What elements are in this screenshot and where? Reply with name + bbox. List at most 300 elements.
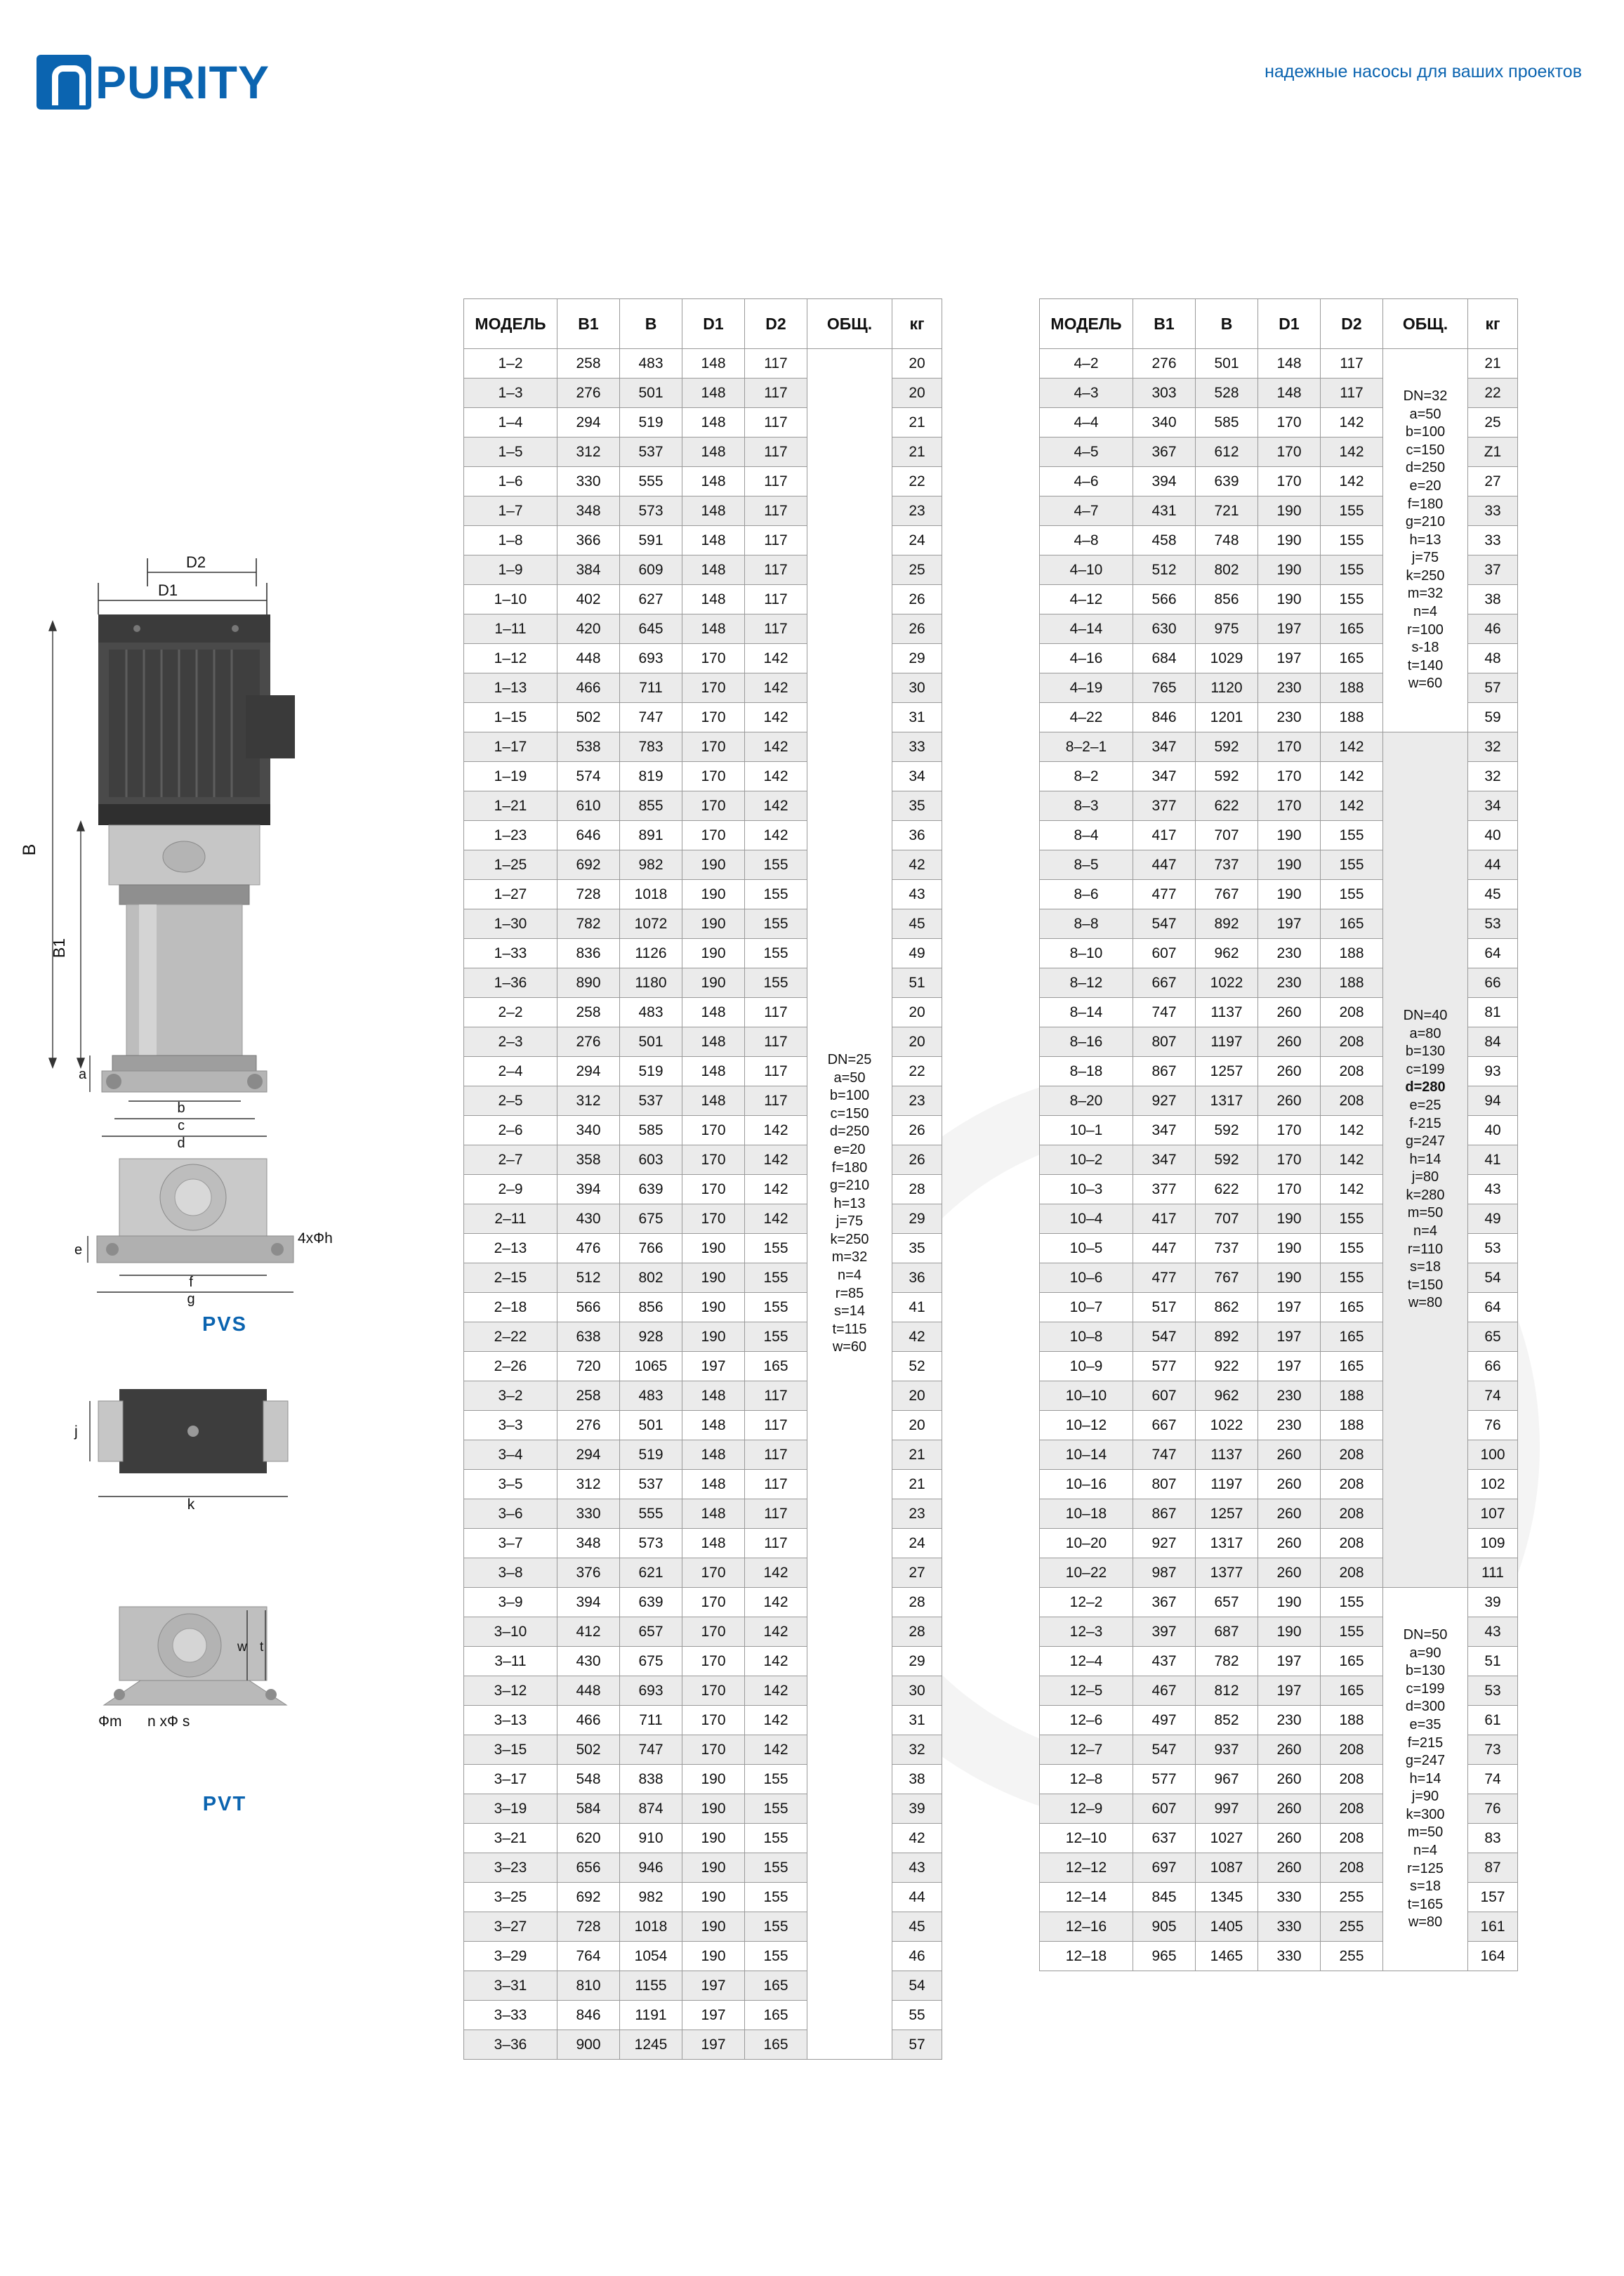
cell-model: 2–26: [464, 1352, 557, 1381]
cell-b1: 577: [1133, 1765, 1196, 1794]
cell-kg: 46: [892, 1942, 942, 1971]
cell-d1: 148: [682, 1411, 745, 1440]
cell-b1: 502: [557, 1735, 620, 1765]
cell-b: 766: [620, 1234, 682, 1263]
cell-b1: 377: [1133, 791, 1196, 821]
cell-b: 711: [620, 1706, 682, 1735]
cell-b1: 366: [557, 526, 620, 555]
cell-b: 1054: [620, 1942, 682, 1971]
cell-d2: 155: [1321, 1588, 1383, 1617]
cell-d1: 170: [682, 1706, 745, 1735]
cell-model: 2–7: [464, 1145, 557, 1175]
cell-b: 1137: [1196, 998, 1258, 1027]
cell-kg: 57: [892, 2030, 942, 2060]
cell-d1: 190: [682, 1853, 745, 1883]
cell-b1: 836: [557, 939, 620, 968]
cell-b: 975: [1196, 614, 1258, 644]
cell-model: 1–19: [464, 762, 557, 791]
cell-d2: 117: [745, 349, 807, 379]
cell-kg: 53: [1468, 1676, 1518, 1706]
cell-kg: 35: [892, 1234, 942, 1263]
cell-model: 10–12: [1040, 1411, 1133, 1440]
cell-kg: 43: [1468, 1175, 1518, 1204]
cell-b1: 276: [557, 379, 620, 408]
cell-kg: 23: [892, 1499, 942, 1529]
cell-b1: 747: [1133, 998, 1196, 1027]
cell-b: 737: [1196, 1234, 1258, 1263]
cell-b1: 667: [1133, 968, 1196, 998]
cell-model: 12–16: [1040, 1912, 1133, 1942]
cell-d1: 260: [1258, 1440, 1321, 1470]
svg-text:f: f: [189, 1275, 193, 1290]
cell-model: 10–18: [1040, 1499, 1133, 1529]
cell-d1: 197: [682, 1971, 745, 2001]
cell-d1: 148: [682, 1499, 745, 1529]
cell-d2: 142: [745, 821, 807, 850]
cell-b1: 637: [1133, 1824, 1196, 1853]
cell-d1: 148: [682, 614, 745, 644]
col-d1: D1: [1258, 299, 1321, 349]
cell-b1: 584: [557, 1794, 620, 1824]
cell-kg: 33: [892, 732, 942, 762]
cell-model: 3–12: [464, 1676, 557, 1706]
svg-text:w: w: [237, 1640, 247, 1655]
pvs-pump-drawing: [14, 492, 435, 1194]
cell-kg: 22: [1468, 379, 1518, 408]
cell-model: 3–6: [464, 1499, 557, 1529]
cell-d1: 190: [1258, 1617, 1321, 1647]
cell-d2: 117: [745, 467, 807, 496]
cell-b1: 684: [1133, 644, 1196, 673]
cell-b1: 447: [1133, 850, 1196, 880]
cell-b: 657: [1196, 1588, 1258, 1617]
cell-b1: 512: [1133, 555, 1196, 585]
cell-kg: 66: [1468, 1352, 1518, 1381]
cell-d2: 142: [745, 1588, 807, 1617]
svg-text:4xФh: 4xФh: [298, 1230, 333, 1246]
cell-model: 10–20: [1040, 1529, 1133, 1558]
cell-d1: 148: [682, 438, 745, 467]
cell-d2: 208: [1321, 1440, 1383, 1470]
cell-model: 3–11: [464, 1647, 557, 1676]
cell-d2: 208: [1321, 998, 1383, 1027]
cell-model: 3–33: [464, 2001, 557, 2030]
cell-model: 2–6: [464, 1116, 557, 1145]
cell-d1: 260: [1258, 1794, 1321, 1824]
cell-model: 8–18: [1040, 1057, 1133, 1086]
cell-b: 501: [620, 379, 682, 408]
cell-b1: 720: [557, 1352, 620, 1381]
svg-text:D1: D1: [158, 581, 178, 599]
cell-d2: 142: [1321, 762, 1383, 791]
cell-b1: 620: [557, 1824, 620, 1853]
cell-d2: 155: [745, 1942, 807, 1971]
cell-b: 1197: [1196, 1027, 1258, 1057]
cell-model: 1–3: [464, 379, 557, 408]
cell-model: 3–31: [464, 1971, 557, 2001]
cell-b1: 900: [557, 2030, 620, 2060]
cell-b1: 656: [557, 1853, 620, 1883]
cell-kg: 54: [1468, 1263, 1518, 1293]
cell-d2: 188: [1321, 939, 1383, 968]
cell-d2: 117: [745, 1086, 807, 1116]
cell-b1: 340: [1133, 408, 1196, 438]
cell-model: 3–23: [464, 1853, 557, 1883]
cell-d1: 260: [1258, 1499, 1321, 1529]
cell-d2: 142: [745, 1676, 807, 1706]
cell-d2: 208: [1321, 1765, 1383, 1794]
spec-table-left-wrap: [463, 298, 942, 2060]
cell-b1: 502: [557, 703, 620, 732]
cell-d1: 170: [682, 1175, 745, 1204]
cell-b1: 376: [557, 1558, 620, 1588]
cell-b1: 437: [1133, 1647, 1196, 1676]
cell-b: 1197: [1196, 1470, 1258, 1499]
cell-obsh: DN=25 a=50 b=100 c=150 d=250 e=20 f=180 g=210 h=13 j=75 k=250 m=32 n=4 r=85 s=14 t=115 w=60: [807, 349, 892, 2060]
cell-d2: 208: [1321, 1853, 1383, 1883]
cell-d1: 170: [682, 644, 745, 673]
header-tagline: надежные насосы для ваших проектов: [1265, 62, 1582, 81]
cell-kg: 46: [1468, 614, 1518, 644]
cell-d2: 117: [745, 998, 807, 1027]
cell-model: 12–8: [1040, 1765, 1133, 1794]
cell-model: 1–25: [464, 850, 557, 880]
cell-kg: 21: [892, 408, 942, 438]
cell-b: 910: [620, 1824, 682, 1853]
cell-kg: 44: [1468, 850, 1518, 880]
cell-model: 8–6: [1040, 880, 1133, 909]
cell-d2: 117: [745, 1470, 807, 1499]
cell-b1: 276: [1133, 349, 1196, 379]
cell-d1: 260: [1258, 1853, 1321, 1883]
cell-b1: 965: [1133, 1942, 1196, 1971]
cell-model: 3–3: [464, 1411, 557, 1440]
cell-d2: 142: [1321, 1116, 1383, 1145]
cell-b1: 458: [1133, 526, 1196, 555]
cell-kg: 74: [1468, 1765, 1518, 1794]
cell-b: 855: [620, 791, 682, 821]
cell-d1: 190: [682, 1293, 745, 1322]
spec-table-right: [1039, 298, 1518, 1971]
cell-b1: 276: [557, 1411, 620, 1440]
cell-kg: 34: [1468, 791, 1518, 821]
cell-d1: 148: [682, 496, 745, 526]
cell-b1: 667: [1133, 1411, 1196, 1440]
cell-b: 675: [620, 1647, 682, 1676]
cell-model: 3–2: [464, 1381, 557, 1411]
svg-text:k: k: [187, 1496, 195, 1513]
cell-b1: 692: [557, 850, 620, 880]
cell-d2: 155: [1321, 526, 1383, 555]
cell-d2: 142: [745, 1558, 807, 1588]
cell-b: 1405: [1196, 1912, 1258, 1942]
cell-b1: 303: [1133, 379, 1196, 408]
cell-b: 612: [1196, 438, 1258, 467]
cell-b1: 987: [1133, 1558, 1196, 1588]
cell-kg: 34: [892, 762, 942, 791]
cell-model: 10–14: [1040, 1440, 1133, 1470]
cell-b1: 312: [557, 1086, 620, 1116]
cell-d2: 142: [1321, 732, 1383, 762]
cell-b: 862: [1196, 1293, 1258, 1322]
cell-kg: 102: [1468, 1470, 1518, 1499]
cell-model: 2–9: [464, 1175, 557, 1204]
cell-d1: 230: [1258, 1381, 1321, 1411]
cell-d1: 197: [1258, 909, 1321, 939]
cell-model: 1–5: [464, 438, 557, 467]
cell-model: 3–27: [464, 1912, 557, 1942]
cell-b1: 476: [557, 1234, 620, 1263]
cell-d2: 155: [1321, 496, 1383, 526]
cell-d1: 197: [1258, 1322, 1321, 1352]
cell-b: 483: [620, 998, 682, 1027]
cell-b: 687: [1196, 1617, 1258, 1647]
cell-d2: 142: [745, 1706, 807, 1735]
cell-d1: 148: [682, 998, 745, 1027]
cell-b1: 347: [1133, 1116, 1196, 1145]
cell-d2: 155: [745, 1234, 807, 1263]
cell-kg: 24: [892, 1529, 942, 1558]
col-b1: B1: [1133, 299, 1196, 349]
cell-b1: 466: [557, 673, 620, 703]
cell-b: 603: [620, 1145, 682, 1175]
cell-d1: 170: [1258, 1116, 1321, 1145]
col-kg: кг: [1468, 299, 1518, 349]
cell-d2: 165: [1321, 1322, 1383, 1352]
cell-d1: 170: [682, 673, 745, 703]
cell-kg: 22: [892, 467, 942, 496]
cell-d1: 148: [682, 1440, 745, 1470]
cell-d2: 142: [745, 673, 807, 703]
cell-kg: 38: [892, 1765, 942, 1794]
cell-d1: 190: [1258, 880, 1321, 909]
cell-b1: 512: [557, 1263, 620, 1293]
cell-b1: 294: [557, 1440, 620, 1470]
cell-d1: 190: [682, 909, 745, 939]
cell-b1: 610: [557, 791, 620, 821]
cell-model: 3–29: [464, 1942, 557, 1971]
cell-kg: 100: [1468, 1440, 1518, 1470]
cell-kg: 109: [1468, 1529, 1518, 1558]
cell-d1: 170: [682, 1588, 745, 1617]
cell-kg: 20: [892, 1027, 942, 1057]
brand-name: PURITY: [95, 56, 270, 108]
cell-b: 1345: [1196, 1883, 1258, 1912]
cell-b: 856: [620, 1293, 682, 1322]
cell-d1: 260: [1258, 1470, 1321, 1499]
cell-b: 1257: [1196, 1499, 1258, 1529]
cell-b1: 867: [1133, 1057, 1196, 1086]
cell-d1: 190: [1258, 1204, 1321, 1234]
cell-d1: 197: [1258, 1352, 1321, 1381]
cell-b: 519: [620, 1057, 682, 1086]
cell-b: 657: [620, 1617, 682, 1647]
cell-b: 1245: [620, 2030, 682, 2060]
cell-b1: 367: [1133, 438, 1196, 467]
cell-model: 1–9: [464, 555, 557, 585]
cell-b1: 330: [557, 467, 620, 496]
cell-b: 573: [620, 496, 682, 526]
cell-b1: 807: [1133, 1470, 1196, 1499]
cell-d1: 190: [682, 939, 745, 968]
cell-model: 10–22: [1040, 1558, 1133, 1588]
cell-d2: 142: [745, 703, 807, 732]
cell-model: 10–6: [1040, 1263, 1133, 1293]
cell-d1: 148: [682, 555, 745, 585]
cell-model: 10–10: [1040, 1381, 1133, 1411]
cell-d1: 330: [1258, 1942, 1321, 1971]
cell-b: 585: [1196, 408, 1258, 438]
cell-model: 4–16: [1040, 644, 1133, 673]
svg-text:c: c: [178, 1118, 185, 1133]
cell-kg: 30: [892, 673, 942, 703]
cell-b: 946: [620, 1853, 682, 1883]
cell-d1: 170: [1258, 408, 1321, 438]
cell-model: 8–3: [1040, 791, 1133, 821]
cell-kg: 48: [1468, 644, 1518, 673]
cell-b1: 728: [557, 1912, 620, 1942]
cell-d1: 170: [682, 1647, 745, 1676]
cell-d1: 148: [682, 526, 745, 555]
svg-text:Фm: Фm: [98, 1713, 122, 1730]
col-d2: D2: [745, 299, 807, 349]
cell-b1: 276: [557, 1027, 620, 1057]
cell-kg: 21: [892, 1470, 942, 1499]
cell-d2: 117: [745, 1499, 807, 1529]
cell-d2: 188: [1321, 1381, 1383, 1411]
col-model: МОДЕЛЬ: [464, 299, 557, 349]
cell-b: 483: [620, 349, 682, 379]
cell-d2: 155: [1321, 880, 1383, 909]
cell-b1: 394: [557, 1588, 620, 1617]
cell-d2: 155: [745, 1912, 807, 1942]
cell-d1: 190: [1258, 555, 1321, 585]
cell-b1: 312: [557, 1470, 620, 1499]
cell-d1: 170: [1258, 438, 1321, 467]
cell-model: 12–5: [1040, 1676, 1133, 1706]
cell-kg: 74: [1468, 1381, 1518, 1411]
cell-d1: 170: [682, 1676, 745, 1706]
svg-text:g: g: [187, 1291, 195, 1307]
cell-d1: 190: [1258, 1263, 1321, 1293]
cell-model: 1–30: [464, 909, 557, 939]
cell-kg: 54: [892, 1971, 942, 2001]
cell-kg: 37: [1468, 555, 1518, 585]
cell-b: 892: [1196, 1322, 1258, 1352]
cell-model: 8–10: [1040, 939, 1133, 968]
cell-b: 639: [1196, 467, 1258, 496]
cell-model: 4–3: [1040, 379, 1133, 408]
cell-model: 8–14: [1040, 998, 1133, 1027]
cell-d2: 155: [745, 1293, 807, 1322]
cell-kg: 25: [1468, 408, 1518, 438]
cell-d2: 155: [745, 1765, 807, 1794]
cell-d2: 155: [745, 880, 807, 909]
cell-b1: 384: [557, 555, 620, 585]
cell-d2: 155: [1321, 555, 1383, 585]
cell-d1: 330: [1258, 1883, 1321, 1912]
cell-b: 519: [620, 1440, 682, 1470]
cell-model: 4–12: [1040, 585, 1133, 614]
cell-model: 4–8: [1040, 526, 1133, 555]
cell-model: 3–8: [464, 1558, 557, 1588]
cell-kg: 42: [892, 850, 942, 880]
svg-text:a: a: [79, 1067, 87, 1082]
cell-kg: 38: [1468, 585, 1518, 614]
cell-b: 1137: [1196, 1440, 1258, 1470]
cell-b: 737: [1196, 850, 1258, 880]
cell-b: 856: [1196, 585, 1258, 614]
cell-b1: 548: [557, 1765, 620, 1794]
cell-d2: 117: [745, 1057, 807, 1086]
col-kg: кг: [892, 299, 942, 349]
cell-b1: 577: [1133, 1352, 1196, 1381]
cell-kg: 29: [892, 644, 942, 673]
spec-table-right-body: [1040, 349, 1518, 1971]
cell-b1: 447: [1133, 1234, 1196, 1263]
cell-b: 707: [1196, 1204, 1258, 1234]
cell-kg: 42: [892, 1824, 942, 1853]
cell-model: 3–36: [464, 2030, 557, 2060]
cell-d1: 190: [682, 1263, 745, 1293]
cell-d1: 190: [1258, 821, 1321, 850]
col-model: МОДЕЛЬ: [1040, 299, 1133, 349]
cell-kg: 45: [892, 909, 942, 939]
cell-model: 3–13: [464, 1706, 557, 1735]
cell-b: 1018: [620, 1912, 682, 1942]
cell-model: 12–9: [1040, 1794, 1133, 1824]
cell-kg: 33: [1468, 526, 1518, 555]
cell-kg: 61: [1468, 1706, 1518, 1735]
cell-kg: 26: [892, 614, 942, 644]
cell-kg: 31: [892, 1706, 942, 1735]
cell-model: 10–5: [1040, 1234, 1133, 1263]
cell-b: 997: [1196, 1794, 1258, 1824]
cell-kg: 33: [1468, 496, 1518, 526]
cell-model: 12–3: [1040, 1617, 1133, 1647]
cell-d1: 197: [1258, 1293, 1321, 1322]
cell-d1: 260: [1258, 1027, 1321, 1057]
cell-b: 747: [620, 1735, 682, 1765]
cell-d1: 170: [1258, 791, 1321, 821]
cell-b: 767: [1196, 1263, 1258, 1293]
cell-kg: 26: [892, 1145, 942, 1175]
table-header-row: [1040, 299, 1518, 349]
cell-d1: 170: [1258, 1145, 1321, 1175]
cell-b1: 927: [1133, 1529, 1196, 1558]
cell-b1: 430: [557, 1204, 620, 1234]
cell-b1: 377: [1133, 1175, 1196, 1204]
cell-b: 1029: [1196, 644, 1258, 673]
cell-d2: 188: [1321, 1706, 1383, 1735]
cell-b: 982: [620, 1883, 682, 1912]
cell-d2: 208: [1321, 1824, 1383, 1853]
cell-kg: 43: [892, 880, 942, 909]
cell-model: 1–27: [464, 880, 557, 909]
cell-b1: 466: [557, 1706, 620, 1735]
cell-kg: 20: [892, 379, 942, 408]
cell-d2: 155: [745, 1794, 807, 1824]
cell-model: 2–5: [464, 1086, 557, 1116]
cell-b: 537: [620, 1470, 682, 1499]
cell-d2: 165: [1321, 644, 1383, 673]
cell-b1: 258: [557, 1381, 620, 1411]
cell-b: 922: [1196, 1352, 1258, 1381]
cell-model: 4–4: [1040, 408, 1133, 438]
cell-model: 3–15: [464, 1735, 557, 1765]
cell-d2: 117: [745, 1440, 807, 1470]
cell-b: 592: [1196, 762, 1258, 791]
